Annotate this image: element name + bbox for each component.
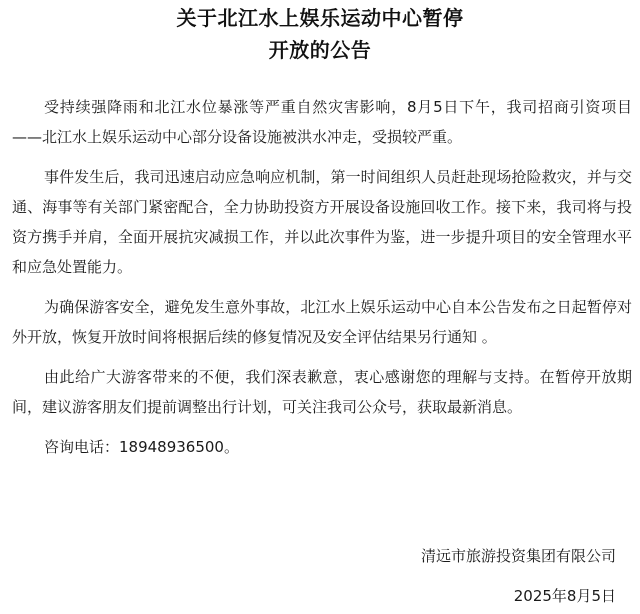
paragraph-contact-phone: 咨询电话：18948936500。: [44, 438, 239, 456]
notice-title-line2: 开放的公告: [268, 38, 372, 62]
notice-title-line1: 关于北江水上娱乐运动中心暂停: [176, 6, 464, 30]
paragraph-response: 事件发生后，我司迅速启动应急响应机制，第一时间组织人员赶赴现场抢险救灾，并与交通、海事等有关部门紧密配合，全力协助投资方开展设备设施回收工作。接下来，我司将与投资方携手并肩，全面开展抗灾减损工作，并以此次事件为鉴，进一步提升项目的安全管理水平和应急处置能力。: [12, 168, 632, 276]
signature-organization: 清远市旅游投资集团有限公司: [420, 547, 616, 565]
notice-body: [12, 92, 632, 472]
paragraph-apology: 由此给广大游客带来的不便，我们深表歉意，衷心感谢您的理解与支持。在暂停开放期间，建议游客朋友们提前调整出行计划，可关注我司公众号，获取最新消息。: [12, 368, 632, 416]
paragraph-closure: 为确保游客安全，避免发生意外事故，北江水上娱乐运动中心自本公告发布之日起暂停对外开放，恢复开放时间将根据后续的修复情况及安全评估结果另行通知 。: [12, 298, 632, 346]
signature-date: 2025年8月5日: [513, 587, 616, 605]
paragraph-impact: 受持续强降雨和北江水位暴涨等严重自然灾害影响，8月5日下午，我司招商引资项目——北江水上娱乐运动中心部分设备设施被洪水冲走，受损较严重。: [12, 98, 632, 146]
